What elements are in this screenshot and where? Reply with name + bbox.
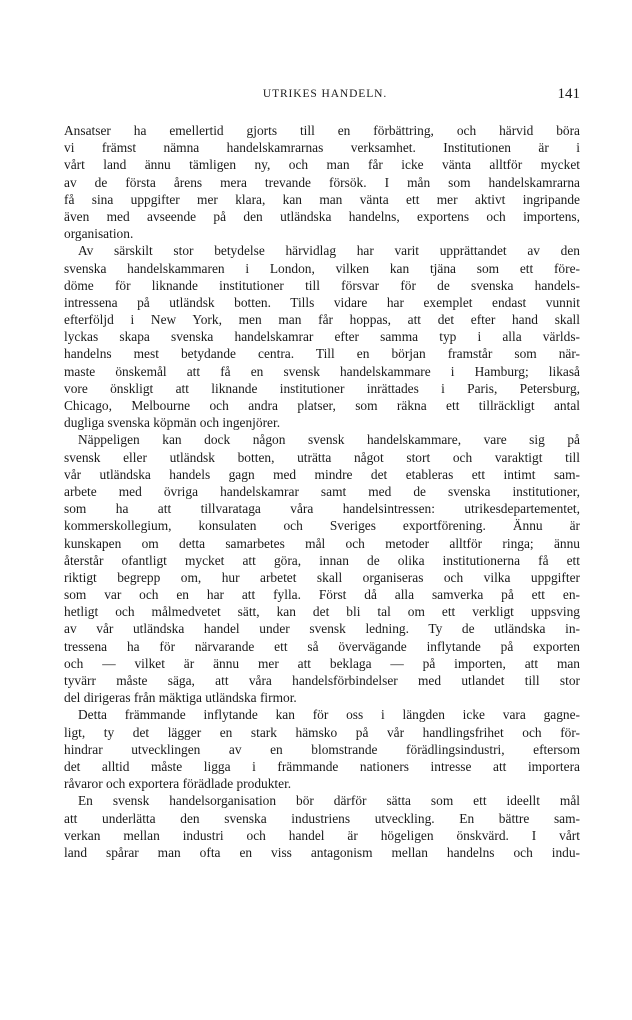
text-line: svensk eller utländsk botten, uträtta något stort och varaktigt till	[64, 449, 580, 465]
text-line: organisation.	[64, 226, 134, 242]
text-line: kommerskollegium, konsulaten och Sveriges exportförening. Ännu är	[64, 518, 580, 534]
text-line: och — vilket är ännu mer att beklaga — på importen, att man	[64, 655, 580, 671]
body-text	[64, 122, 580, 861]
text-line: som ha att tillvarataga våra handelsintressen: utrikesdepartementet,	[64, 501, 580, 517]
text-line: Näppeligen kan dock någon svensk handelskammare, vare sig på	[78, 432, 580, 448]
text-line: maste önskemål att få en svensk handelskammare i Hamburg; likaså	[64, 363, 580, 379]
text-line: verkan mellan industri och handel är högeligen önskvärd. I vårt	[64, 827, 580, 843]
text-line: vår utländska handels gagn med mindre det etableras ett intimt sam-	[64, 466, 580, 482]
page-number: 141	[557, 86, 580, 102]
text-line: efterföljd i New York, men man får hoppas, att det efter hand skall	[64, 312, 580, 328]
paragraph	[64, 242, 580, 431]
text-line: tressena ha för närvarande ett så övervägande inflytande på exporten	[64, 638, 580, 654]
text-line: råvaror och exportera förädlade produkter.	[64, 776, 292, 792]
text-line: handelns mest betydande centra. Till en början framstår som när-	[64, 346, 580, 362]
text-line: återstår ofantligt mycket att göra, innan de olika institutionerna få ett	[64, 552, 580, 568]
paragraph	[64, 431, 580, 706]
running-head	[60, 86, 580, 108]
text-line: arbete med övriga handelskamrar samt med de svenska institutioner,	[64, 483, 580, 499]
text-line: det alltid måste ligga i främmande nationers intresse att importera	[64, 758, 580, 774]
text-line: land spårar man ofta en viss antagonism mellan handelns och indu-	[64, 844, 580, 860]
text-line: svenska handelskammaren i London, vilken kan tjäna som ett före-	[64, 260, 580, 276]
text-line: vi främst nämna handelskamrarnas verksamhet. Institutionen är i	[64, 140, 580, 156]
paragraph	[64, 706, 580, 792]
text-line: hindrar utvecklingen av en blomstrande förädlingsindustri, eftersom	[64, 741, 580, 757]
text-line: som var och en har att fylla. Först då alla samverka på ett en-	[64, 587, 580, 603]
paragraph	[64, 792, 580, 861]
text-line: intressena på utländsk botten. Tills vidare har exemplet endast vunnit	[64, 294, 580, 310]
text-line: vårt land ännu tämligen ny, och man får icke vänta alltför mycket	[64, 157, 580, 173]
text-line: dugliga svenska köpmän och ingenjörer.	[64, 415, 281, 431]
text-line: tyvärr måste säga, att våra handelsförbindelser med utlandet till stor	[64, 673, 580, 688]
text-line: få sina uppgifter mer klara, kan man vänta ett mer aktivt ingripande	[64, 191, 580, 207]
running-title: UTRIKES HANDELN.	[262, 88, 388, 100]
text-line: av vår utländska handel under svensk ledning. Ty de utländska in-	[64, 621, 580, 637]
text-line: även med avseende på den utländska handelns, exportens och importens,	[64, 208, 580, 224]
text-line: En svensk handelsorganisation bör därför sätta som ett ideellt mål	[78, 793, 580, 809]
text-line: kunskapen om detta samarbetes mål och metoder alltför ringa; ännu	[64, 535, 580, 551]
text-line: del dirigeras från mäktiga utländska firmor.	[64, 690, 297, 706]
paragraph	[64, 122, 580, 242]
text-line: döme för liknande institutioner till försvar för de svenska handels-	[64, 277, 580, 293]
text-line: hetligt och målmedvetet sätt, kan det bli tal om ett verkligt uppsving	[64, 604, 580, 620]
text-line: att underlätta den svenska industriens utveckling. En bättre sam-	[64, 810, 580, 826]
text-line: Detta främmande inflytande kan för oss i längden icke vara gagne-	[78, 707, 580, 723]
text-line: lyckas skapa svenska handelskamrar efter samma typ i alla världs-	[64, 329, 580, 345]
text-line: riktigt begrepp om, hur arbetet skall organiseras och vilka uppgifter	[64, 569, 580, 585]
text-line: Chicago, Melbourne och andra platser, som räkna ett tillräckligt antal	[64, 398, 580, 413]
text-line: vore önskligt att liknande institutioner inrättades i Paris, Petersburg,	[64, 380, 580, 396]
text-line: av de första årens mera trevande försök. I mån som handelskamrarna	[64, 174, 580, 190]
text-line: ligt, ty det lägger en stark hämsko på vår handlingsfrihet och för-	[64, 724, 580, 740]
text-line: Ansatser ha emellertid gjorts till en förbättring, och härvid böra	[64, 123, 580, 138]
text-line: Av särskilt stor betydelse härvidlag har varit upprättandet av den	[78, 243, 580, 259]
